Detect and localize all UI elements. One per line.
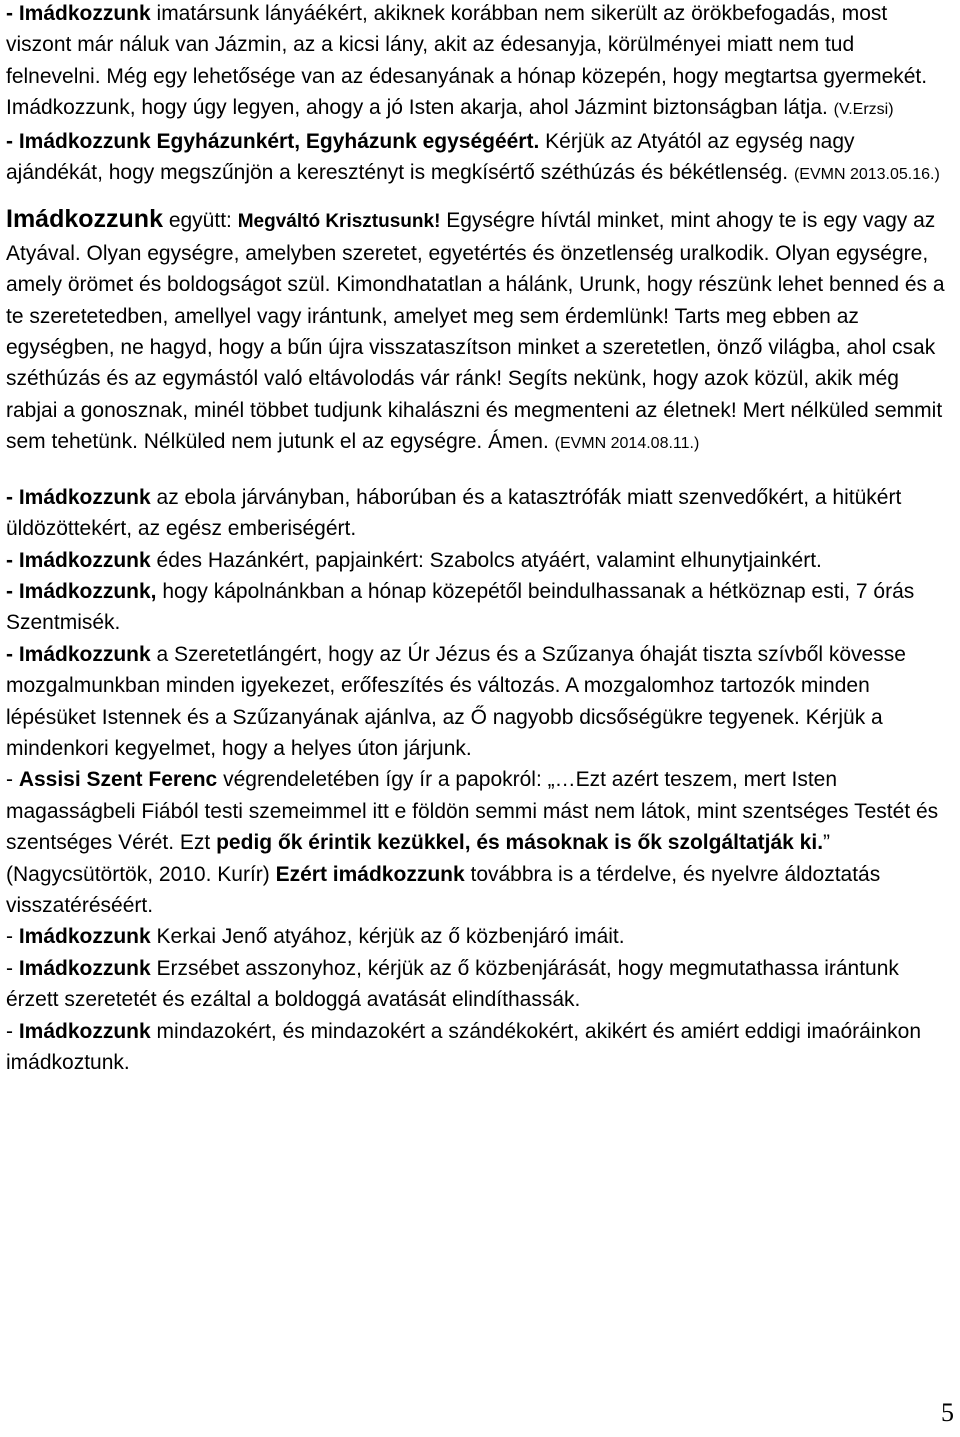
prayer-text: végrendeletében így ír a papokról: „…Ezt azért teszem, mert Isten magasságbeli Fiából testi szemeimmel itt e földön semmi mást nem látok, mint szentséges Testét és szentséges Vérét. Ezt (6, 768, 939, 855)
dash: - (6, 642, 19, 666)
prayer-text: a Szeretetlángért, hogy az Úr Jézus és a Szűzanya óhaját tiszta szívből kövesse mozgalmunkban minden igyekezet, erőfeszítés és változás. A mozgalomhoz tartozók minden lépésüket Istennek és a Szűzanyának ajánlva, az Ő nagyobb dicsőségükre tegyenek. Kérjük a mindenkori kegyelmet, hogy a helyes úton járjunk. (6, 642, 906, 760)
prayer-bold-text: Egyházunkért, Egyházunk egységéért. (150, 129, 540, 153)
prayer-together-paragraph (6, 204, 954, 459)
prayer-text: Kerkai Jenő atyához, kérjük az ő közbenjáró imáit. (150, 925, 625, 949)
prayer-lead: Assisi Szent Ferenc (18, 768, 218, 792)
prayer-lead: Imádkozzunk (18, 129, 151, 153)
prayer-title: Imádkozzunk (6, 205, 163, 234)
prayer-paragraph-ebola (6, 482, 954, 545)
dash: - (6, 768, 19, 792)
prayer-text: mindazokért, és mindazokért a szándékokért, akikért és amiért eddigi imaóráinkon imádkoztunk. (6, 1019, 922, 1074)
prayer-address: Megváltó Krisztusunk! (237, 211, 441, 233)
dash: - (6, 548, 19, 572)
dash: - (6, 485, 19, 509)
prayer-text: Erzsébet asszonyhoz, kérjük az ő közbenjárását, hogy megmutathassa irántunk érzett szeretetét és ezáltal a boldoggá avatását elindíthassák. (6, 956, 899, 1012)
prayer-lead: Imádkozzunk, (18, 579, 157, 603)
prayer-text: ” (Nagycsütörtök, 2010. Kurír) (6, 831, 831, 886)
prayer-text: édes Hazánkért, papjainkért: Szabolcs atyáért, valamint elhunytjainkért. (150, 548, 822, 572)
prayer-text: imatársunk lányáékért, akiknek korábban nem sikerült az örökbefogadás, most viszont már náluk van Jázmin, az a kicsi lány, akit az édesanyja, körülményei miatt nem tud felnevelni. Még egy lehetősége van az édesanyának a hónap közepén, hogy megtartsa gyermekét. Imádkozzunk, hogy úgy legyen, ahogy a jó Isten akarja, ahol Jázmint biztonságban látja. (6, 2, 928, 120)
prayer-text: az ebola járványban, háborúban és a katasztrófák miatt szenvedőkért, a hitükért üldözöttekért, az egész emberiségért. (6, 485, 902, 541)
dash: - (6, 1019, 19, 1043)
signature: (V.Erzsi) (833, 101, 894, 119)
prayer-lead: Imádkozzunk (18, 2, 151, 25)
prayer-lead: Imádkozzunk (18, 485, 151, 509)
dash: - (6, 129, 19, 153)
prayer-bold-text: Ezért imádkozzunk (275, 862, 465, 886)
prayer-lead: Imádkozzunk (18, 1019, 151, 1043)
page-number: 5 (941, 1398, 954, 1427)
prayer-paragraph-assisi (6, 764, 954, 921)
prayer-lead: Imádkozzunk (18, 925, 151, 949)
prayer-paragraph-erzsebet (6, 953, 954, 1016)
prayer-paragraph-homeland (6, 545, 954, 576)
prayer-paragraph-jazmin (6, 0, 954, 126)
dash: - (6, 956, 19, 980)
prayer-text: Egységre hívtál minket, mint ahogy te is egy vagy az Atyával. Olyan egységre, amelyben szeretet, egyetértés és önzetlenség uralkodik. Olyan egységre, amely örömet és boldogságot szül. Kimondhatatlan a hálánk, Urunk, hogy részünk lehet benned és a te szeretetedben, amellyel vagy irántunk, amelyet meg sem érdemlünk! Tarts meg ebben az egységben, ne hagyd, hogy a bűn újra visszataszítson minket a szeretetlen, önző világba, ahol csak széthúzás és az egymástól való eltávolodás vár ránk! Segíts nekünk, hogy azok közül, akik még rabjai a gonosznak, minél többet tudjunk kihalászni és megmenteni az életnek! Mert nélküled semmit sem tehetünk. Nélküled nem jutunk el az egységre. Ámen. (6, 209, 945, 454)
prayer-paragraph-flame-of-love (6, 639, 954, 765)
dash: - (6, 925, 19, 949)
dash: - (6, 2, 19, 25)
prayer-lead: Imádkozzunk (18, 642, 151, 666)
prayer-paragraph-all-intentions (6, 1016, 954, 1079)
document-page (6, 0, 954, 1078)
prayer-lead: Imádkozzunk (18, 956, 151, 980)
signature: (EVMN 2013.05.16.) (793, 166, 940, 184)
signature: (EVMN 2014.08.11.) (554, 435, 700, 453)
prayer-text: együtt: (162, 209, 238, 233)
prayer-text: hogy kápolnánkban a hónap közepétől beindulhassanak a hétköznap esti, 7 órás Szentmisék. (6, 579, 915, 635)
prayer-paragraph-kerkai (6, 921, 954, 952)
prayer-paragraph-church-unity (6, 126, 954, 191)
prayer-lead: Imádkozzunk (18, 548, 151, 572)
prayer-bold-text: pedig ők érintik kezükkel, és másoknak is ők szolgáltatják ki. (216, 831, 824, 855)
prayer-text: továbbra is a térdelve, és nyelvre áldoztatás visszatéréséért. (6, 862, 881, 917)
dash: - (6, 579, 19, 603)
prayer-paragraph-chapel (6, 576, 954, 639)
prayer-text: Kérjük az Atyától az egység nagy ajándékát, hogy megszűnjön a keresztényt is megkísértő széthúzás és békétlenség. (6, 129, 855, 185)
